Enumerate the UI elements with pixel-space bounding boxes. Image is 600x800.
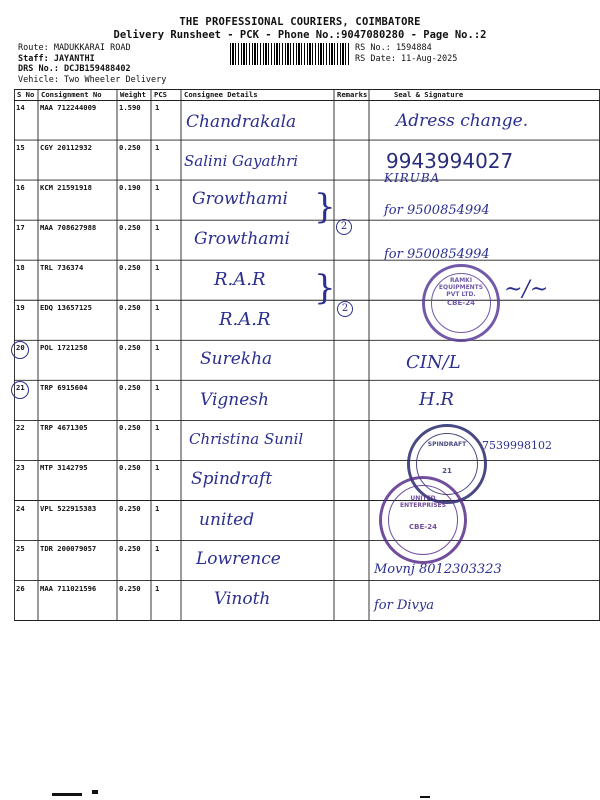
row-weight: 0.250 [119, 303, 141, 313]
row-weight: 1.590 [119, 103, 141, 112]
route: Route: MADUKKARAI ROAD [18, 43, 131, 53]
signature-scribble: ~/~ [504, 277, 549, 302]
col-pcs: PCS [154, 90, 167, 99]
signature-hw: Movnj 8012303323 [374, 562, 502, 577]
row-consignment: TRL 736374 [40, 263, 84, 273]
signature-hw: for 9500854994 [384, 203, 490, 218]
consignee-hw: united [199, 510, 255, 530]
company-stamp: UNITED ENTERPRISES CBE-24 [379, 476, 467, 564]
row-consignment: TRP 6915604 [40, 383, 88, 393]
signature-hw: for Divya [374, 598, 435, 613]
col-seal: Seal & Signature [394, 90, 464, 99]
row-sno: 19 [16, 303, 25, 313]
row-consignment: MAA 711021596 [40, 583, 97, 593]
signature-hw: Adress change. [396, 111, 529, 131]
row-pcs: 1 [155, 303, 160, 313]
consignee-hw: Salini Gayathri [184, 152, 299, 170]
brace-count-16-17: 2 [336, 219, 352, 235]
row-weight: 0.250 [119, 223, 141, 233]
row-weight: 0.250 [119, 263, 141, 273]
row-weight: 0.250 [119, 143, 141, 153]
row-pcs: 1 [155, 103, 160, 112]
scan-speck [92, 790, 98, 794]
row-sno: 21 [16, 383, 25, 393]
consignee-hw: Vignesh [200, 390, 269, 410]
row-weight: 0.250 [119, 583, 141, 593]
col-remarks: Remarks [337, 90, 368, 99]
row-pcs: 1 [155, 503, 160, 513]
rs-number: RS No.: 1594884 [355, 43, 432, 53]
row-weight: 0.250 [119, 423, 141, 433]
consignee-hw: R.A.R [219, 309, 271, 330]
scan-speck [420, 796, 430, 798]
consignee-hw: R.A.R [214, 269, 266, 290]
row-weight: 0.250 [119, 543, 141, 553]
row-sno: 24 [16, 503, 25, 513]
meta-right [355, 43, 457, 64]
col-sno: S No [17, 90, 35, 99]
row-pcs: 1 [155, 343, 160, 353]
document-title: THE PROFESSIONAL COURIERS, COIMBATORE [179, 16, 421, 28]
row-pcs: 1 [155, 143, 160, 153]
brace-16-17: } [314, 187, 336, 227]
col-consignment: Consignment No [41, 90, 102, 99]
row-pcs: 1 [155, 543, 160, 553]
row-pcs: 1 [155, 383, 160, 393]
row-pcs: 1 [155, 263, 160, 273]
consignee-hw: Christina Sunil [189, 430, 304, 448]
signature-hw: 9943994027 [386, 149, 514, 173]
row-consignment: TDR 200079057 [40, 543, 97, 553]
consignee-hw: Chandrakala [186, 112, 297, 132]
drs-number: DRS No.: DCJB159488402 [18, 64, 131, 74]
barcode [230, 43, 350, 65]
row-consignment: MAA 708627988 [40, 223, 97, 233]
row-sno: 26 [16, 583, 25, 593]
row-sno: 23 [16, 463, 25, 473]
row-pcs: 1 [155, 463, 160, 473]
row-weight: 0.250 [119, 463, 141, 473]
row-weight: 0.250 [119, 383, 141, 393]
row-consignment: MTP 3142795 [40, 463, 88, 473]
consignee-hw: Lowrence [196, 549, 281, 569]
document-subtitle: Delivery Runsheet - PCK - Phone No.:9047080280 - Page No.:2 [113, 29, 487, 41]
row-pcs: 1 [155, 423, 160, 433]
meta-left [18, 43, 166, 85]
brace-18-19: } [314, 268, 336, 308]
row-sno: 14 [16, 103, 25, 112]
runsheet-table [14, 89, 600, 621]
circled-mark [11, 341, 29, 359]
row-consignment: EDQ 13657125 [40, 303, 92, 313]
row-pcs: 1 [155, 583, 160, 593]
row-pcs: 1 [155, 183, 160, 193]
row-sno: 16 [16, 183, 25, 193]
consignee-hw: Growthami [194, 229, 290, 249]
consignee-hw: Surekha [200, 349, 273, 369]
row-sno: 15 [16, 143, 25, 153]
row-sno: 25 [16, 543, 25, 553]
consignee-hw: Vinoth [214, 589, 271, 609]
consignee-hw: Spindraft [191, 469, 273, 489]
vehicle: Vehicle: Two Wheeler Delivery [18, 74, 167, 85]
staff: Staff: JAYANTHI [18, 53, 95, 64]
row-sno: 22 [16, 423, 25, 433]
row-sno: 17 [16, 223, 25, 233]
row-consignment: TRP 4671305 [40, 423, 88, 433]
row-consignment: MAA 712244009 [40, 103, 97, 112]
circled-mark [11, 381, 29, 399]
signature-hw: H.R [419, 389, 454, 410]
brace-count-18-19: 2 [337, 301, 353, 317]
row-consignment: KCM 21591918 [40, 183, 92, 193]
row-weight: 0.250 [119, 503, 141, 513]
col-consignee: Consignee Details [184, 90, 258, 99]
row-consignment: CGY 20112932 [40, 143, 92, 153]
company-stamp: RAMKI EQUIPMENTS PVT LTD. CBE-24 [422, 264, 500, 342]
signature-hw: 7539998102 [482, 439, 552, 452]
row-sno: 18 [16, 263, 25, 273]
signature-overwrite: KIRUBA [384, 171, 441, 185]
consignee-hw: Growthami [192, 189, 288, 209]
row-weight: 0.190 [119, 183, 141, 193]
row-consignment: VPL 522915383 [40, 503, 97, 513]
row-weight: 0.250 [119, 343, 141, 353]
scan-speck [52, 793, 82, 796]
company-stamp: SPINDRAFT 21 [407, 424, 487, 504]
row-consignment: POL 1721258 [40, 343, 88, 353]
rs-date: RS Date: 11-Aug-2025 [355, 53, 458, 64]
row-pcs: 1 [155, 223, 160, 233]
row-sno: 20 [16, 343, 25, 353]
col-weight: Weight [120, 90, 146, 99]
signature-hw: CIN/L [406, 352, 461, 373]
signature-hw: for 9500854994 [384, 247, 490, 262]
